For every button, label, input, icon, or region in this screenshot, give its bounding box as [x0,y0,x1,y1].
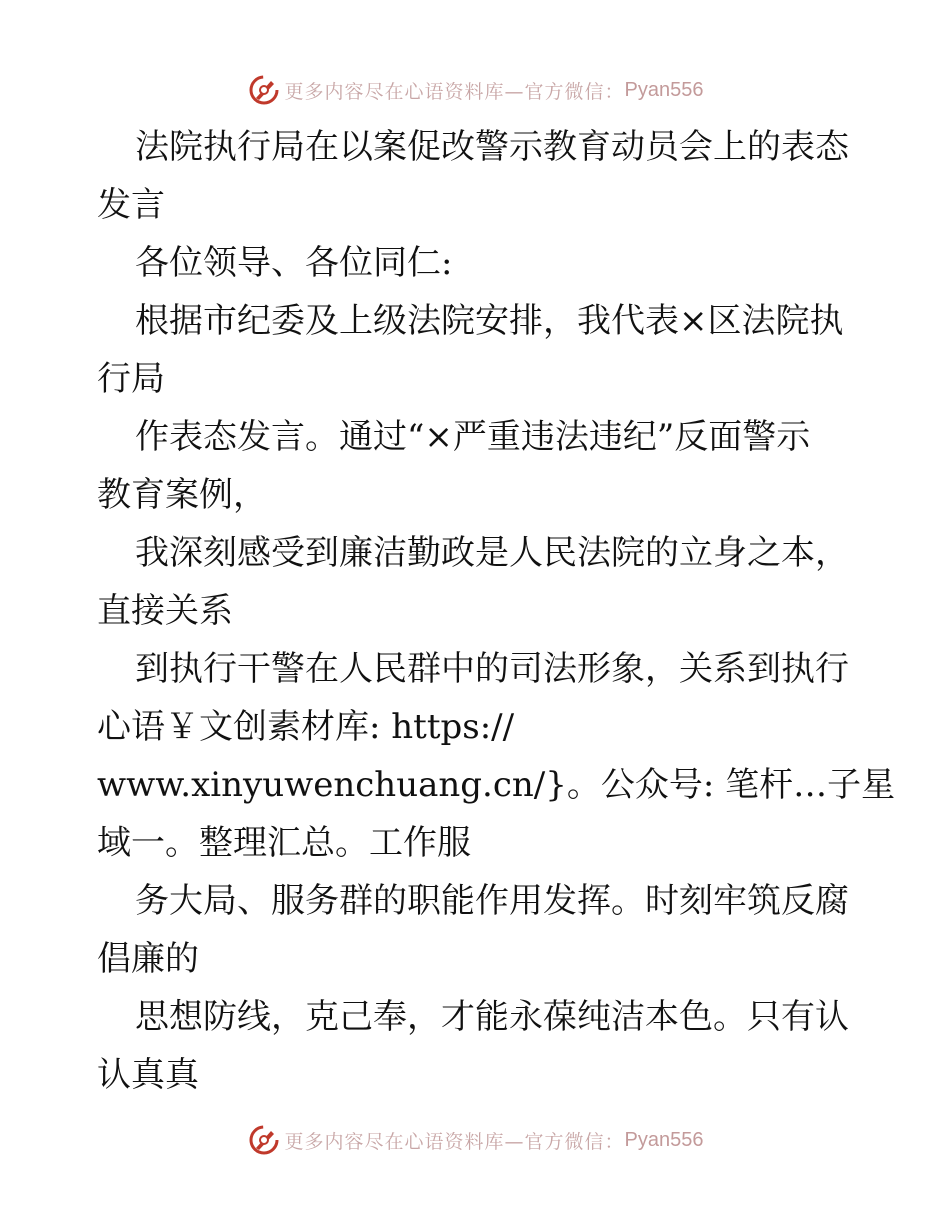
text-line: www.xinyuwenchuang.cn/}。公众号: 笔杆…子星 [97,765,896,805]
brand-logo-icon [247,1123,281,1157]
text-line: 发言 [97,185,165,225]
text-line: 认真真 [97,1055,199,1095]
text-line: 行局 [97,359,165,399]
text-line: 到执行干警在人民群中的司法形象，关系到执行 [135,649,849,689]
text-line: 教育案例， [97,475,267,515]
text-line: 直接关系 [97,591,233,631]
text-line: 心语￥文创素材库: https:// [97,707,515,747]
banner-wechat-id: Pyan556 [624,78,704,101]
text-line: 各位领导、各位同仁: [135,243,453,283]
banner-wechat-id: Pyan556 [624,1128,704,1151]
text-line: 我深刻感受到廉洁勤政是人民法院的立身之本， [135,533,849,573]
text-line: 务大局、服务群的职能作用发挥。时刻牢筑反腐 [135,881,849,921]
footer-banner [0,1120,950,1160]
header-banner [0,70,950,110]
text-line: 思想防线，克己奉，才能永葆纯洁本色。只有认 [135,997,849,1037]
text-line: 法院执行局在以案促改警示教育动员会上的表态 [135,127,849,167]
banner-text: 更多内容尽在心语资料库—官方微信： [284,1130,625,1153]
text-line: 根据市纪委及上级法院安排，我代表×区法院执 [135,301,844,341]
document-body [97,118,896,1104]
text-line: 倡廉的 [97,939,199,979]
text-line: 作表态发言。通过“×严重违法违纪”反面警示 [135,417,811,457]
brand-logo-icon [247,73,281,107]
banner-text: 更多内容尽在心语资料库—官方微信： [284,80,625,103]
text-line: 域一。整理汇总。工作服 [97,823,471,863]
